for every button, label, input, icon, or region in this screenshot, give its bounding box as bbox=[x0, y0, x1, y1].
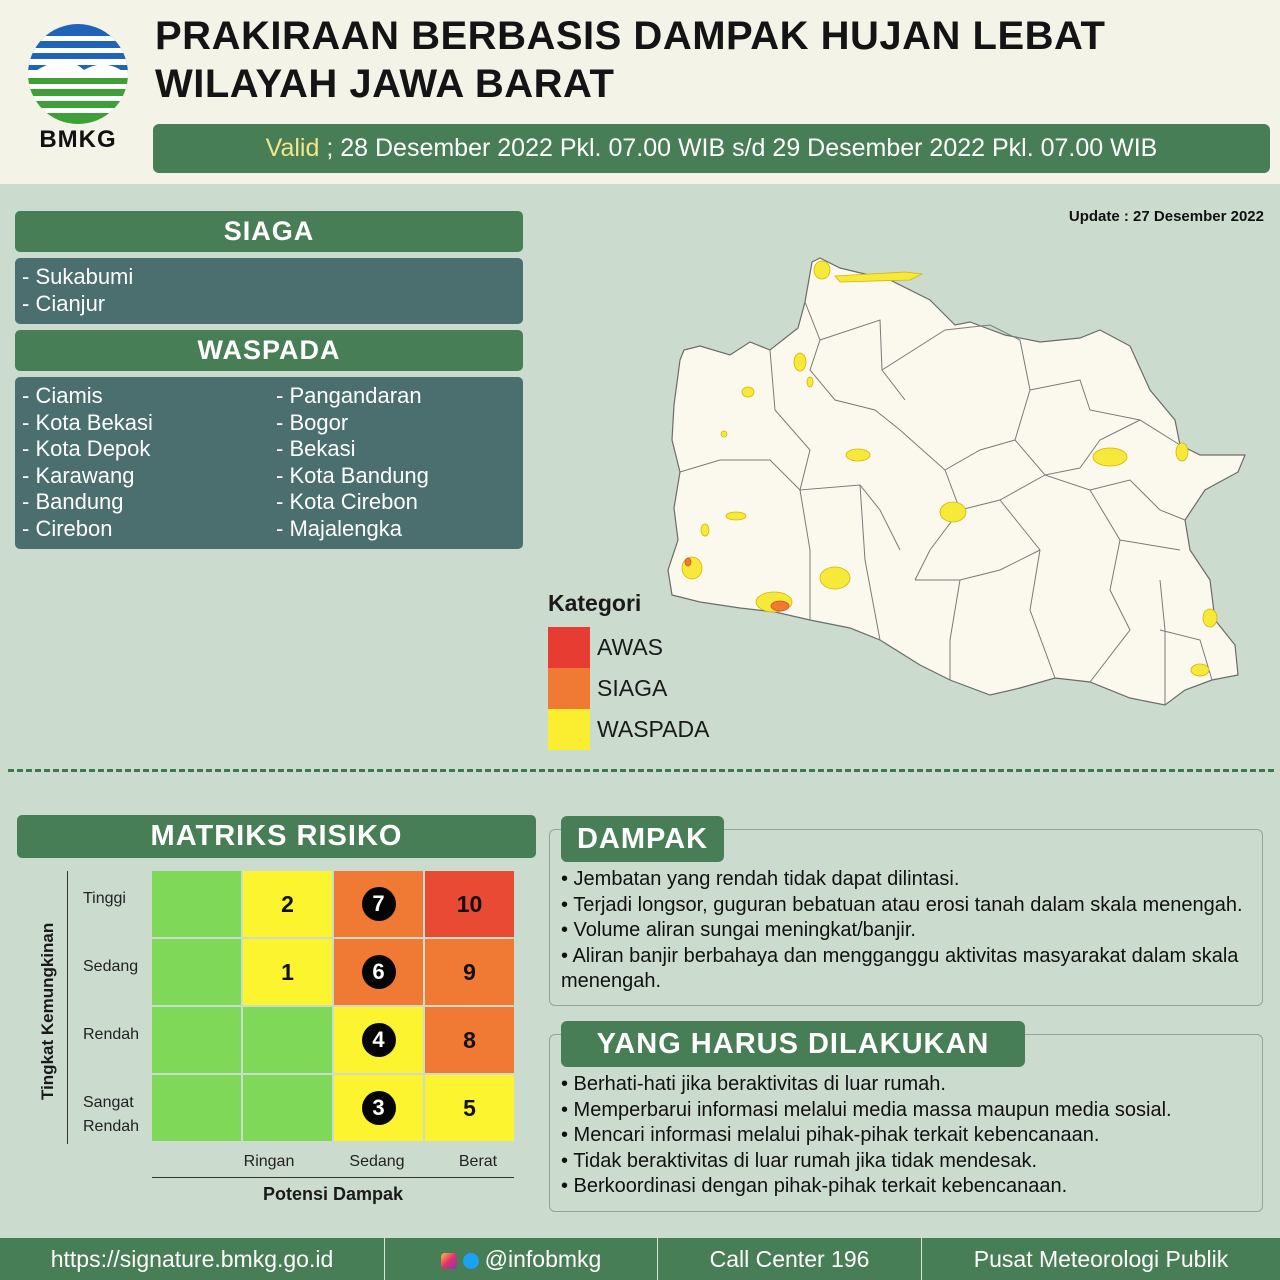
matrix-cell bbox=[243, 939, 332, 1005]
matrix-cell-value: 1 bbox=[281, 958, 294, 985]
harus-item: • Berkoordinasi dengan pihak-pihak terkait kebencanaan. bbox=[561, 1175, 1068, 1198]
matrix-cell-value: 2 bbox=[281, 890, 294, 917]
waspada-header: WASPADA bbox=[15, 330, 523, 371]
row-label: Sangat Rendah bbox=[83, 1094, 140, 1135]
dampak-item: • Volume aliran sungai meningkat/banjir. bbox=[561, 919, 916, 942]
row-label: Sedang bbox=[83, 958, 139, 975]
waspada-item: - Kota Depok bbox=[22, 436, 151, 461]
update-date: Update : 27 Desember 2022 bbox=[1068, 208, 1264, 225]
title-line-1: PRAKIRAAN BERBASIS DAMPAK HUJAN LEBAT bbox=[155, 14, 1106, 58]
waspada-list bbox=[15, 377, 523, 549]
instagram-icon bbox=[441, 1253, 457, 1269]
waspada-item: - Karawang bbox=[22, 462, 135, 488]
harus-item: • Berhati-hati jika beraktivitas di luar rumah. bbox=[561, 1073, 946, 1095]
row-label: Rendah bbox=[83, 1026, 140, 1043]
matrix-cell-badge: 4 bbox=[362, 1023, 396, 1057]
website-link[interactable]: https://signature.bmkg.go.id bbox=[50, 1246, 334, 1272]
title-line-2: WILAYAH JAWA BARAT bbox=[155, 62, 615, 106]
matrix-cell bbox=[243, 871, 332, 937]
harus-item: • Mencari informasi melalui pihak-pihak terkait kebencanaan. bbox=[561, 1124, 1100, 1147]
matrix-cell bbox=[243, 1007, 332, 1073]
dampak-item: • Terjadi longsor, guguran bebatuan atau erosi tanah dalam skala menengah. bbox=[561, 893, 1243, 916]
matrix-cell bbox=[425, 939, 514, 1005]
waspada-item: - Kota Bekasi bbox=[22, 409, 153, 435]
row-label: Tinggi bbox=[83, 890, 126, 907]
dampak-item: • Jembatan yang rendah tidak dapat dilintasi. bbox=[561, 868, 960, 890]
waspada-item: - Kota Cirebon bbox=[276, 489, 418, 514]
matrix-cell bbox=[334, 1007, 423, 1073]
matrix-cell-value: 5 bbox=[463, 1094, 476, 1121]
matrix-cell-badge: 6 bbox=[362, 955, 396, 989]
province-shape bbox=[668, 258, 1245, 705]
col-label: Ringan bbox=[243, 1153, 295, 1170]
legend-label: WASPADA bbox=[597, 716, 710, 742]
publisher: Pusat Meteorologi Publik bbox=[973, 1246, 1229, 1272]
matrix-y-axis-title: Tingkat Kemungkinan bbox=[38, 922, 57, 1100]
siaga-item: - Sukabumi bbox=[22, 264, 134, 289]
west-java-map bbox=[660, 250, 1260, 720]
harus-header: YANG HARUS DILAKUKAN bbox=[561, 1021, 1025, 1067]
matrix-cell bbox=[243, 1075, 332, 1141]
footer bbox=[0, 1238, 1280, 1280]
dampak-list bbox=[561, 867, 1256, 995]
bmkg-logo bbox=[24, 22, 132, 162]
legend-item-siaga bbox=[548, 668, 748, 709]
waspada-item: - Pangandaran bbox=[276, 383, 422, 408]
waspada-column-1 bbox=[22, 383, 153, 542]
valid-period-bar bbox=[153, 124, 1270, 173]
matrix-cell bbox=[152, 939, 241, 1005]
waspada-item: - Kota Bandung bbox=[276, 462, 429, 488]
social-handle-text: @infobmkg bbox=[484, 1246, 602, 1272]
waspada-item: - Ciamis bbox=[22, 383, 103, 408]
waspada-column-2 bbox=[276, 383, 429, 542]
matrix-cell-value: 8 bbox=[463, 1026, 476, 1053]
harus-list bbox=[561, 1072, 1256, 1200]
legend-swatch-awas bbox=[548, 627, 590, 668]
matrix-cell bbox=[152, 1075, 241, 1141]
valid-label: Valid bbox=[265, 134, 320, 162]
col-label: Sedang bbox=[349, 1153, 405, 1170]
legend-label: SIAGA bbox=[597, 675, 668, 701]
legend-swatch-siaga bbox=[548, 668, 590, 709]
header bbox=[0, 0, 1280, 184]
siaga-header: SIAGA bbox=[15, 211, 523, 252]
page-title bbox=[155, 12, 1255, 108]
matrix-cell-badge: 3 bbox=[362, 1091, 396, 1125]
matrix-y-axis-line bbox=[67, 871, 68, 1144]
matrix-cell-value: 9 bbox=[463, 958, 476, 985]
call-center: Call Center 196 bbox=[709, 1246, 870, 1272]
matrix-x-axis-title: Potensi Dampak bbox=[262, 1184, 404, 1204]
siaga-list bbox=[15, 258, 523, 324]
waspada-item: - Cirebon bbox=[22, 515, 113, 541]
risk-matrix-header: MATRIKS RISIKO bbox=[17, 815, 536, 858]
waspada-item: - Majalengka bbox=[276, 515, 402, 541]
legend-label: AWAS bbox=[597, 634, 664, 660]
harus-item: • Tidak beraktivitas di luar rumah jika tidak mendesak. bbox=[561, 1149, 1038, 1172]
twitter-icon bbox=[463, 1253, 479, 1269]
matrix-cell bbox=[334, 939, 423, 1005]
matrix-x-axis-line bbox=[152, 1177, 514, 1178]
valid-period-text: ; 28 Desember 2022 Pkl. 07.00 WIB s/d 29 Desember 2022 Pkl. 07.00 WIB bbox=[319, 134, 1158, 162]
logo-text: BMKG bbox=[39, 126, 117, 153]
legend-item-waspada bbox=[548, 709, 748, 750]
harus-item: • Memperbarui informasi melalui media massa maupun media sosial. bbox=[561, 1098, 1172, 1121]
legend-item-awas bbox=[548, 627, 748, 668]
matrix-cell bbox=[152, 871, 241, 937]
matrix-cell-value: 10 bbox=[456, 890, 483, 917]
matrix-cell bbox=[152, 1007, 241, 1073]
section-divider bbox=[8, 769, 1274, 772]
matrix-cell bbox=[334, 1075, 423, 1141]
legend-title: Kategori bbox=[548, 590, 642, 616]
waspada-item: - Bandung bbox=[22, 489, 124, 514]
matrix-cell bbox=[425, 1075, 514, 1141]
siaga-item: - Cianjur bbox=[22, 290, 106, 316]
col-label: Berat bbox=[458, 1153, 498, 1170]
waspada-item: - Bekasi bbox=[276, 436, 356, 461]
matrix-cell-badge: 7 bbox=[362, 887, 396, 921]
legend-swatch-waspada bbox=[548, 709, 590, 750]
dampak-header: DAMPAK bbox=[561, 816, 724, 862]
matrix-cell bbox=[425, 871, 514, 937]
social-handle[interactable] bbox=[385, 1238, 657, 1280]
matrix-cell bbox=[425, 1007, 514, 1073]
dampak-item: • Aliran banjir berbahaya dan mengganggu aktivitas masyarakat dalam skala menengah. bbox=[561, 944, 1239, 993]
matrix-cell bbox=[334, 871, 423, 937]
waspada-item: - Bogor bbox=[276, 409, 349, 435]
